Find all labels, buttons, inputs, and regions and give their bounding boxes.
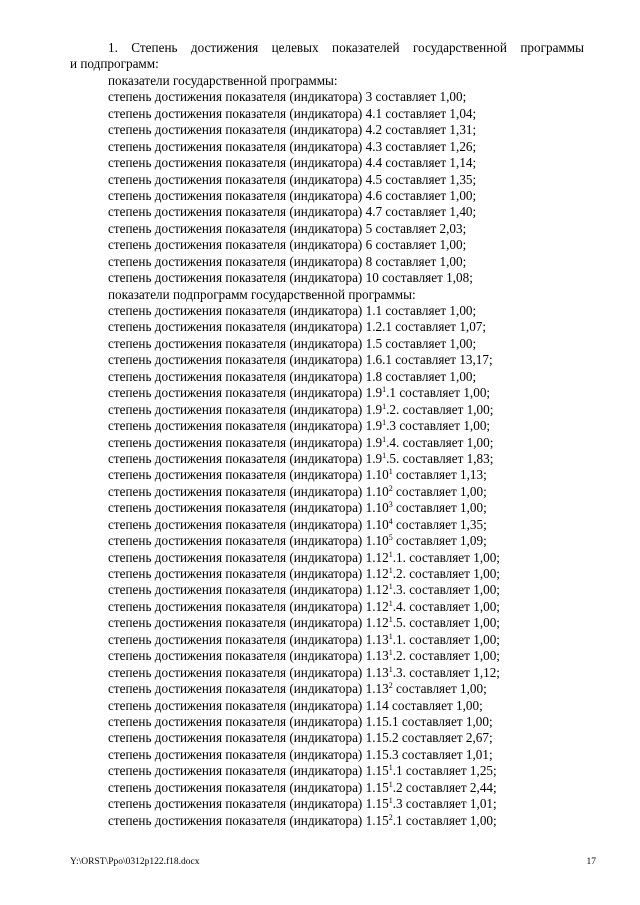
indicator-value-text: составляет 1,00; [392,483,487,499]
indicator-superscript: 1 [388,664,393,674]
indicator-line [108,467,500,483]
indicator-value-text: .2. составляет 1,00; [392,566,500,582]
indicator-line [108,402,500,418]
indicator-superscript: 3 [388,500,393,510]
indicator-line: степень достижения показателя (индикатора) 8 составляет 1,00; [108,253,467,269]
indicator-value-text: составляет 1,35; [392,516,487,532]
indicator-text: степень достижения показателя (индикатора) 1.13 [108,648,389,664]
indicator-line [108,566,500,582]
indicator-text: степень достижения показателя (индикатора) 1.13 [108,664,389,680]
indicator-line [108,780,500,796]
indicator-superscript: 1 [388,566,393,576]
indicator-value-text: составляет 1,09; [392,533,487,549]
indicator-value-text: .5. составляет 1,83; [386,450,494,466]
indicator-text: степень достижения показателя (индикатора) 1.13 [108,681,389,697]
indicator-line: степень достижения показателя (индикатора) 1.14 составляет 1,00; [108,697,483,713]
indicator-text: степень достижения показателя (индикатора) 1.15 [108,812,389,828]
indicator-text: степень достижения показателя (индикатора) 1.13 [108,631,389,647]
indicator-text: степень достижения показателя (индикатора) 1.9 [108,418,383,434]
indicator-value-text: составляет 1,00; [392,681,487,697]
indicator-superscript: 1 [388,582,393,592]
indicator-value-text: .1 составляет 1,25; [392,763,497,779]
indicator-text: степень достижения показателя (индикатора) 1.12 [108,598,389,614]
indicator-text: степень достижения показателя (индикатора) 1.12 [108,549,389,565]
indicator-line [108,418,500,434]
indicator-value-text: .3 составляет 1,01; [392,796,497,812]
indicator-line: степень достижения показателя (индикатора) 4.7 составляет 1,40; [108,204,477,220]
indicator-value-text: .1. составляет 1,00; [392,631,500,647]
indicator-superscript: 1 [388,615,393,625]
intro-paragraph [70,40,584,73]
indicator-line [108,648,500,664]
indicator-text: степень достижения показателя (индикатора) 1.15 [108,779,389,795]
indicator-line: степень достижения показателя (индикатора) 1.6.1 составляет 13,17; [108,352,493,368]
indicator-line [108,813,500,829]
indicator-line [108,632,500,648]
indicator-line: степень достижения показателя (индикатора) 6 составляет 1,00; [108,237,467,253]
indicator-line [108,484,500,500]
indicator-line [108,451,500,467]
indicator-text: степень достижения показателя (индикатора) 1.12 [108,566,389,582]
indicator-line: степень достижения показателя (индикатора) 4.2 составляет 1,31; [108,122,477,138]
indicator-text: степень достижения показателя (индикатора) 1.9 [108,434,383,450]
indicator-line [108,500,500,516]
indicator-superscript: 1 [388,549,393,559]
indicator-superscript: 1 [388,631,393,641]
footer-page-number: 17 [586,857,596,867]
indicator-line [108,517,500,533]
indicator-superscript: 1 [382,418,387,428]
indicator-line: степень достижения показателя (индикатора) 4.6 составляет 1,00; [108,187,477,203]
indicator-value-text: .1. составляет 1,00; [392,549,500,565]
indicator-value-text: .2 составляет 2,44; [392,779,497,795]
indicator-superscript: 2 [388,812,393,822]
indicator-value-text: составляет 1,00; [392,500,487,516]
section-heading: показатели государственной программы: [108,72,338,88]
indicator-superscript: 1 [388,796,393,806]
indicator-value-text: .1 составляет 1,00; [386,385,491,401]
indicator-line [108,599,500,615]
indicator-value-text: .4. составляет 1,00; [386,434,494,450]
indicator-line: степень достижения показателя (индикатора) 1.1 составляет 1,00; [108,303,477,319]
indicator-line [108,550,500,566]
indicator-text: степень достижения показателя (индикатора) 1.9 [108,450,383,466]
indicator-superscript: 1 [382,401,387,411]
indicator-text: степень достижения показателя (индикатора) 1.10 [108,467,389,483]
indicator-value-text: .1 составляет 1,00; [392,812,497,828]
indicator-superscript: 1 [382,434,387,444]
indicator-value-text: .5. составляет 1,00; [392,615,500,631]
indicator-superscript: 1 [382,385,387,395]
indicator-line [108,763,500,779]
intro-line-2: и подпрограмм: [70,56,159,72]
footer-file-path: Y:\ORST\Ppo\0312p122.f18.docx [70,857,200,867]
indicator-superscript: 1 [388,598,393,608]
indicator-superscript: 2 [388,681,393,691]
indicator-line: степень достижения показателя (индикатора) 1.5 составляет 1,00; [108,335,477,351]
indicator-line: степень достижения показателя (индикатора) 3 составляет 1,00; [108,89,467,105]
indicator-text: степень достижения показателя (индикатора) 1.10 [108,533,389,549]
indicator-value-text: .2. составляет 1,00; [392,648,500,664]
indicator-line: степень достижения показателя (индикатора) 4.3 составляет 1,26; [108,138,477,154]
indicator-superscript: 1 [382,450,387,460]
section-heading: показатели подпрограмм государственной программы: [108,286,416,302]
indicator-line: степень достижения показателя (индикатора) 1.15.2 составляет 2,67; [108,730,493,746]
indicator-line: степень достижения показателя (индикатора) 5 составляет 2,03; [108,220,467,236]
indicator-superscript: 5 [388,533,393,543]
indicator-text: степень достижения показателя (индикатора) 1.12 [108,582,389,598]
indicator-superscript: 1 [388,763,393,773]
indicator-line: степень достижения показателя (индикатора) 1.8 составляет 1,00; [108,368,477,384]
intro-line-1: 1. Степень достижения целевых показателей государственной программы [108,40,584,55]
indicator-value-text: .3. составляет 1,12; [392,664,500,680]
indicator-line [108,582,500,598]
indicator-line [108,435,500,451]
indicator-list [108,73,500,829]
indicator-line: степень достижения показателя (индикатора) 4.4 составляет 1,14; [108,155,477,171]
indicator-value-text: .3. составляет 1,00; [392,582,500,598]
indicator-text: степень достижения показателя (индикатора) 1.10 [108,516,389,532]
indicator-value-text: составляет 1,13; [392,467,487,483]
indicator-value-text: .3 составляет 1,00; [386,418,491,434]
indicator-line: степень достижения показателя (индикатора) 4.1 составляет 1,04; [108,105,477,121]
indicator-superscript: 1 [388,648,393,658]
indicator-line [108,665,500,681]
indicator-line [108,681,500,697]
indicator-line [108,796,500,812]
indicator-line: степень достижения показателя (индикатора) 1.15.3 составляет 1,01; [108,746,493,762]
indicator-line: степень достижения показателя (индикатора) 1.15.1 составляет 1,00; [108,713,493,729]
indicator-superscript: 4 [388,516,393,526]
indicator-line: степень достижения показателя (индикатора) 1.2.1 составляет 1,07; [108,319,487,335]
indicator-line [108,615,500,631]
indicator-line [108,385,500,401]
indicator-line: степень достижения показателя (индикатора) 4.5 составляет 1,35; [108,171,477,187]
indicator-line [108,533,500,549]
indicator-value-text: .2. составляет 1,00; [386,401,494,417]
indicator-text: степень достижения показателя (индикатора) 1.10 [108,483,389,499]
indicator-text: степень достижения показателя (индикатора) 1.9 [108,385,383,401]
indicator-superscript: 1 [388,779,393,789]
indicator-line: степень достижения показателя (индикатора) 10 составляет 1,08; [108,270,473,286]
indicator-text: степень достижения показателя (индикатора) 1.10 [108,500,389,516]
indicator-text: степень достижения показателя (индикатора) 1.9 [108,401,383,417]
indicator-text: степень достижения показателя (индикатора) 1.15 [108,763,389,779]
indicator-value-text: .4. составляет 1,00; [392,598,500,614]
indicator-superscript: 1 [388,467,393,477]
indicator-text: степень достижения показателя (индикатора) 1.15 [108,796,389,812]
indicator-text: степень достижения показателя (индикатора) 1.12 [108,615,389,631]
indicator-superscript: 2 [388,483,393,493]
